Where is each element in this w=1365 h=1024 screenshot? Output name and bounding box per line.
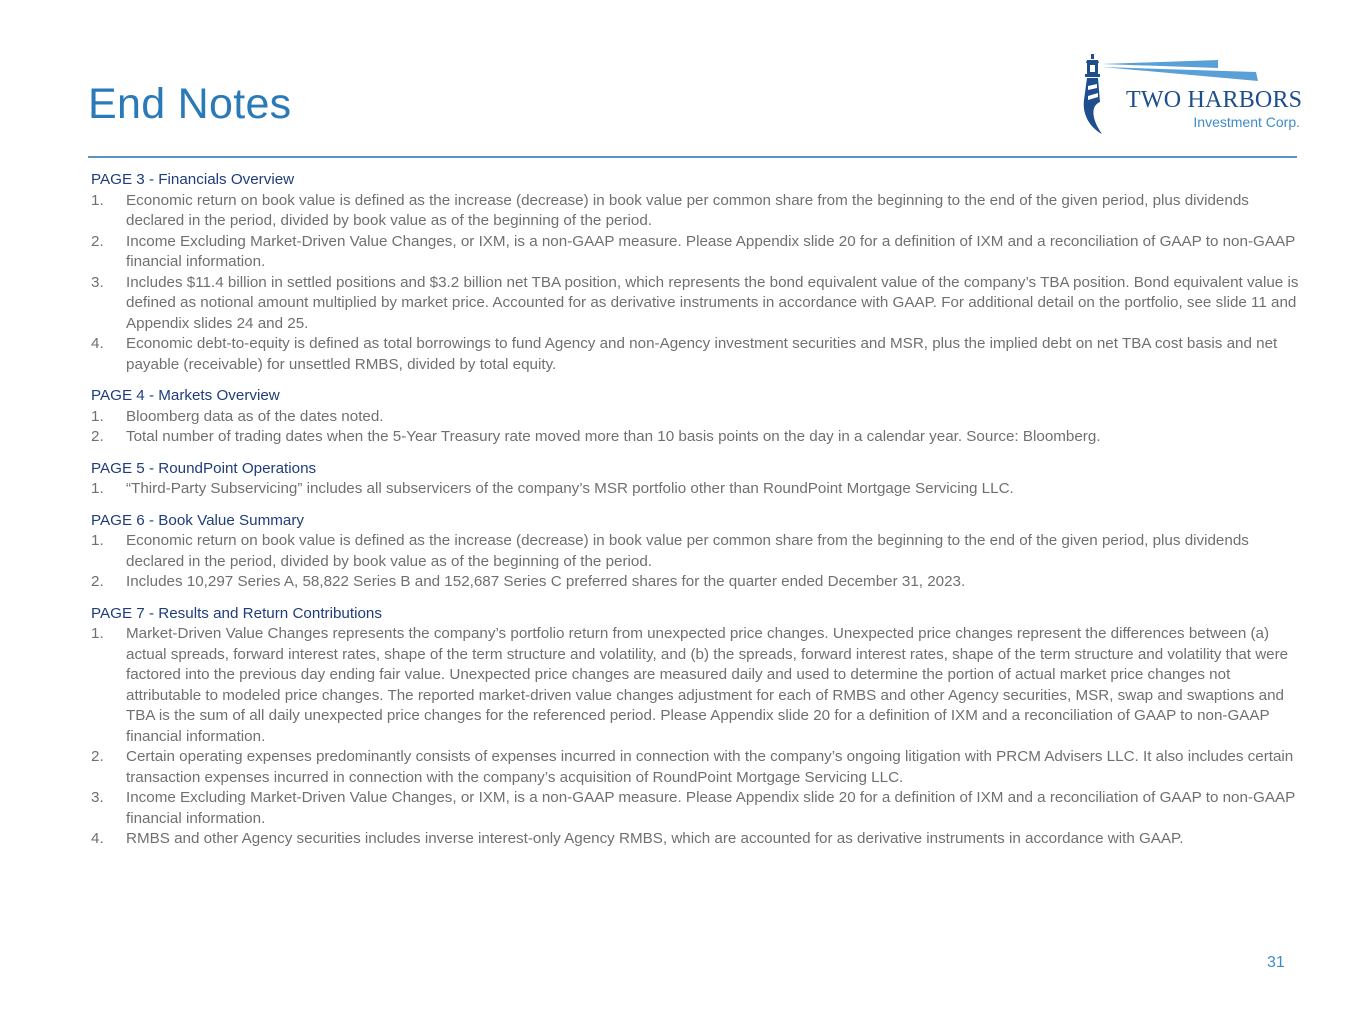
note-text: “Third-Party Subservicing” includes all subservicers of the company’s MSR portfolio other than RoundPoint Mortgage Servicing LLC. — [126, 480, 1014, 497]
note-item — [91, 788, 1301, 829]
note-number: 1. — [91, 407, 104, 425]
end-notes-list — [91, 170, 1301, 861]
note-text: Market-Driven Value Changes represents the company’s portfolio return from unexpected price changes. Unexpected price changes represent the differences between (a) actual spreads, forward interest rates, shape of the term structure and volatility, and (b) the spreads, forward interest rates, shape of the term structure and volatility that were factored into the previous day ending fair value. Unexpected price changes are measured daily and used to determine the portion of actual market price changes not attributable to modeled price changes. The reported market-driven value changes adjustment for each of RMBS and other Agency securities, MSR, swap and swaptions and TBA is the sum of all daily unexpected price changes for the referenced period. Please Appendix slide 20 for a definition of IXM and a reconciliation of GAAP to non-GAAP financial information. — [126, 625, 1289, 745]
note-item — [91, 232, 1301, 273]
note-number: 2. — [91, 748, 104, 765]
section-heading: PAGE 5 - RoundPoint Operations — [91, 459, 317, 477]
note-number: 3. — [91, 273, 104, 291]
note-text: Includes $11.4 billion in settled positions and $3.2 billion net TBA position, which represents the bond equivalent value of the company’s TBA position. Bond equivalent value is defined as notional amount multiplied by market price. Accounted for as derivative instruments in accordance with GAAP. For additional detail on the portfolio, see slide 11 and Appendix slides 24 and 25. — [126, 273, 1299, 332]
note-text: Economic return on book value is defined as the increase (decrease) in book value per common share from the beginning to the end of the given period, plus dividends declared in the period, divided by book value as of the beginning of the period. — [126, 532, 1249, 570]
section-heading: PAGE 4 - Markets Overview — [91, 387, 280, 404]
company-logo — [1078, 50, 1308, 142]
note-text: Certain operating expenses predominantly consists of expenses incurred in connection with the company’s ongoing litigation with PRCM Advisers LLC. It also includes certain transaction expenses incurred in connection with the company’s acquisition of RoundPoint Mortgage Servicing LLC. — [126, 748, 1294, 786]
note-item — [91, 624, 1301, 747]
note-item — [91, 572, 1301, 593]
section-heading: PAGE 6 - Book Value Summary — [91, 511, 304, 529]
note-text: Income Excluding Market-Driven Value Changes, or IXM, is a non-GAAP measure. Please Appendix slide 20 for a definition of IXM and a reconciliation of GAAP to non-GAAP financial information. — [126, 232, 1295, 270]
note-text: Economic debt-to-equity is defined as total borrowings to fund Agency and non-Agency investment securities and MSR, plus the implied debt on net TBA cost basis and net payable (receivable) for unsettled RMBS, divided by total equity. — [126, 335, 1278, 373]
page-number: 31 — [1267, 954, 1285, 971]
notes-section — [91, 170, 1301, 375]
note-item — [91, 531, 1301, 572]
note-text: Bloomberg data as of the dates noted. — [126, 407, 384, 425]
note-text: RMBS and other Agency securities includes inverse interest-only Agency RMBS, which are accounted for as derivative instruments in accordance with GAAP. — [126, 830, 1184, 847]
note-item — [91, 407, 1301, 428]
note-number: 3. — [91, 789, 104, 806]
page-title: End Notes — [88, 80, 292, 128]
note-text: Total number of trading dates when the 5-Year Treasury rate moved more than 10 basis points on the day in a calendar year. Source: Bloomberg. — [126, 428, 1101, 445]
note-number: 2. — [91, 232, 104, 250]
notes-section — [91, 604, 1301, 850]
note-item — [91, 829, 1301, 850]
notes-section — [91, 459, 1301, 500]
note-number: 1. — [91, 532, 104, 549]
note-number: 1. — [91, 191, 104, 209]
notes-section — [91, 511, 1301, 593]
note-number: 4. — [91, 335, 104, 352]
logo-wordmark: TWO HARBORS — [1126, 87, 1303, 113]
note-number: 1. — [91, 480, 104, 497]
logo-tagline: Investment Corp. — [1193, 114, 1300, 130]
note-item — [91, 747, 1301, 788]
note-text: Economic return on book value is defined as the increase (decrease) in book value per common share from the beginning to the end of the given period, plus dividends declared in the period, divided by book value as of the beginning of the period. — [126, 191, 1249, 229]
note-item — [91, 427, 1301, 448]
section-heading: PAGE 7 - Results and Return Contributions — [91, 604, 382, 622]
notes-section — [91, 386, 1301, 448]
note-item — [91, 273, 1301, 335]
note-item — [91, 334, 1301, 375]
note-text: Includes 10,297 Series A, 58,822 Series B and 152,687 Series C preferred shares for the quarter ended December 31, 2023. — [126, 573, 966, 590]
note-number: 2. — [91, 428, 104, 445]
note-number: 2. — [91, 573, 104, 590]
note-item — [91, 479, 1301, 500]
header-divider — [88, 156, 1297, 158]
note-number: 4. — [91, 830, 104, 847]
note-number: 1. — [91, 625, 104, 642]
note-item — [91, 191, 1301, 232]
note-text: Income Excluding Market-Driven Value Changes, or IXM, is a non-GAAP measure. Please Appendix slide 20 for a definition of IXM and a reconciliation of GAAP to non-GAAP financial information. — [126, 789, 1295, 827]
section-heading: PAGE 3 - Financials Overview — [91, 171, 295, 188]
